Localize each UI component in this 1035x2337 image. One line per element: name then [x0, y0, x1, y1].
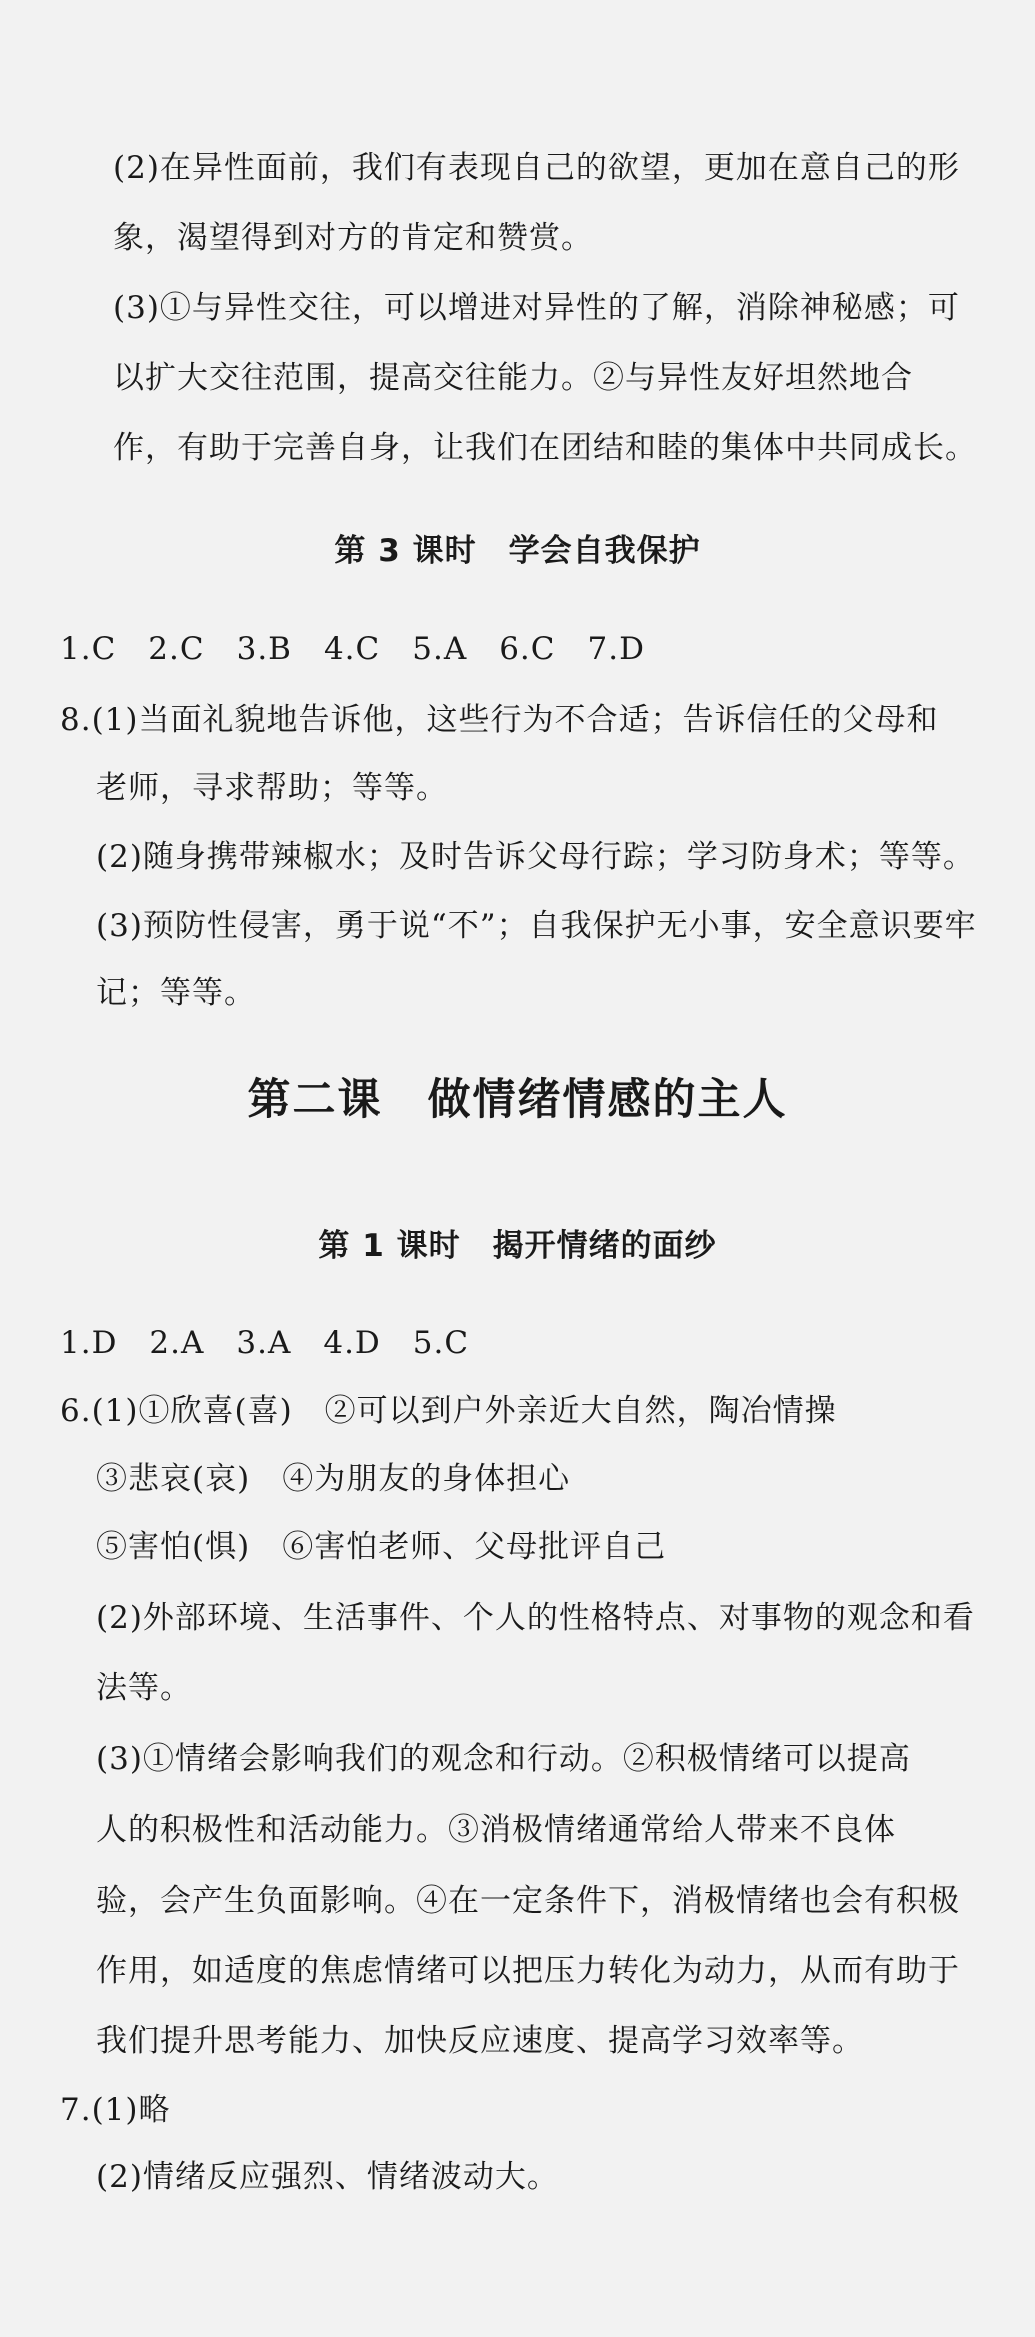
text-line: (2)外部环境、生活事件、个人的性格特点、对事物的观念和看 — [96, 1600, 975, 1636]
text-line: 法等。 — [96, 1670, 192, 1706]
text-line: 8.(1)当面礼貌地告诉他，这些行为不合适；告诉信任的父母和 — [60, 702, 939, 738]
text-line: 作用，如适度的焦虑情绪可以把压力转化为动力，从而有助于 — [96, 1953, 960, 1989]
text-line: 人的积极性和活动能力。③消极情绪通常给人带来不良体 — [96, 1812, 896, 1848]
text-line: 以扩大交往范围，提高交往能力。②与异性友好坦然地合 — [113, 360, 913, 396]
text-line: (2)情绪反应强烈、情绪波动大。 — [96, 2159, 559, 2195]
text-line: (2)在异性面前，我们有表现自己的欲望，更加在意自己的形 — [113, 150, 960, 186]
text-line: (3)预防性侵害，勇于说“不”；自我保护无小事，安全意识要牢 — [96, 908, 977, 944]
text-line: 6.(1)①欣喜(喜) ②可以到户外亲近大自然，陶冶情操 — [60, 1393, 837, 1429]
text-line: ③悲哀(哀) ④为朋友的身体担心 — [96, 1461, 571, 1497]
text-line: 象，渴望得到对方的肯定和赞赏。 — [113, 220, 593, 256]
text-line: 验，会产生负面影响。④在一定条件下，消极情绪也会有积极 — [96, 1883, 960, 1919]
text-line: 我们提升思考能力、加快反应速度、提高学习效率等。 — [96, 2023, 864, 2059]
text-line: (3)①情绪会影响我们的观念和行动。②积极情绪可以提高 — [96, 1741, 911, 1777]
text-line: 7.(1)略 — [60, 2092, 171, 2128]
text-line: 作，有助于完善自身，让我们在团结和睦的集体中共同成长。 — [113, 430, 977, 466]
answer-line: 1.D 2.A 3.A 4.D 5.C — [60, 1325, 470, 1361]
text-line: ⑤害怕(惧) ⑥害怕老师、父母批评自己 — [96, 1529, 667, 1565]
text-line: (3)①与异性交往，可以增进对异性的了解，消除神秘感；可 — [113, 290, 960, 326]
answer-line: 1.C 2.C 3.B 4.C 5.A 6.C 7.D — [60, 631, 645, 667]
text-line: (2)随身携带辣椒水；及时告诉父母行踪；学习防身术；等等。 — [96, 839, 975, 875]
chapter-2-heading: 第二课 做情绪情感的主人 — [247, 1075, 788, 1125]
lesson-1-heading: 第 1 课时 揭开情绪的面纱 — [318, 1228, 717, 1264]
lesson-3-heading: 第 3 课时 学会自我保护 — [334, 533, 701, 569]
text-line: 老师，寻求帮助；等等。 — [96, 770, 448, 806]
text-line: 记；等等。 — [96, 975, 256, 1011]
